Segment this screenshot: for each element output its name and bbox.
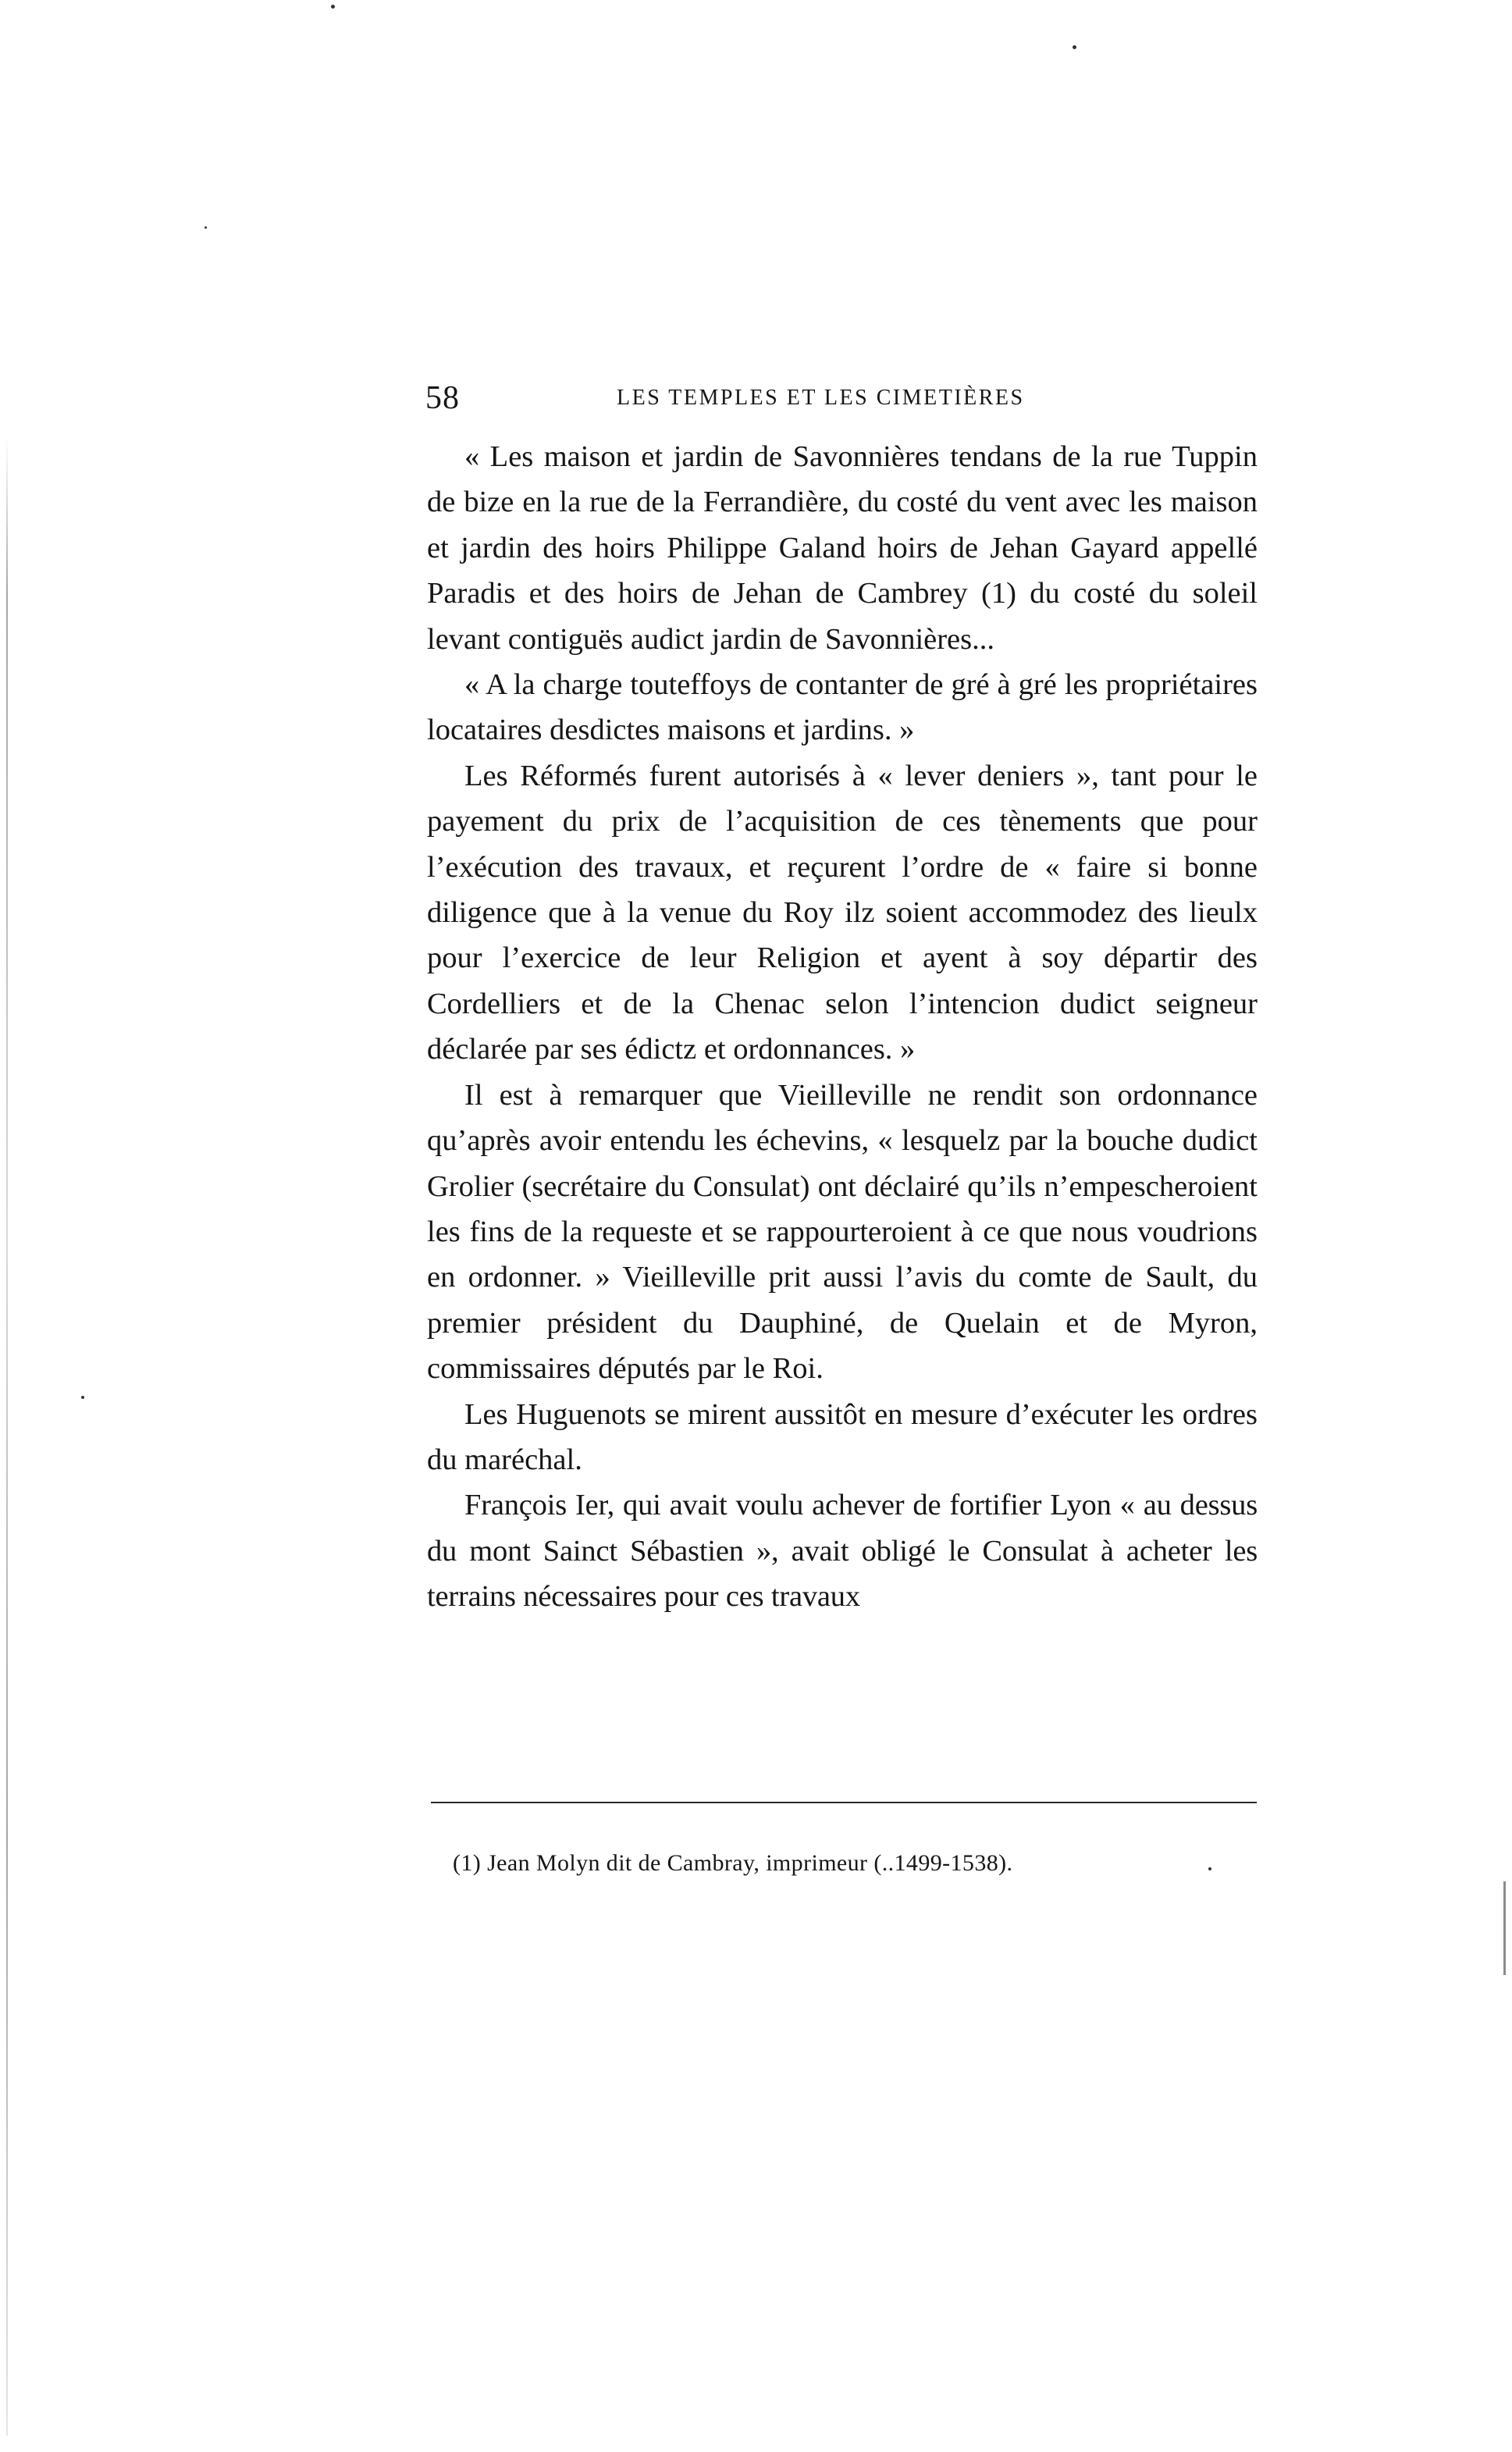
scan-speck bbox=[331, 5, 335, 9]
paragraph-francois: François Ier, qui avait voulu achever de fortifier Lyon « au dessus du mont Sainct Sébastien », avait obligé le Consulat à acheter les terrains nécessaires pour ces travaux bbox=[427, 1489, 1258, 1614]
scan-speck bbox=[205, 226, 207, 229]
paragraph-huguenots: Les Huguenots se mirent aussitôt en mesure d’exécuter les ordres du maréchal. bbox=[427, 1397, 1258, 1476]
scan-speck bbox=[81, 1396, 84, 1399]
paragraph-vieilleville: Il est à remarquer que Vieilleville ne rendit son ordonnance qu’après avoir entendu les échevins, « lesquelz par la bouche dudict Grolier (secrétaire du Consulat) ont déclairé qu’ils n’empescheroient les fins de la requeste et se rappourteroient à ce que nous voudrions en ordonner. » Vieilleville prit aussi l’avis du comte de Sault, du premier président du Dauphiné, de Quelain et de Myron, commissaires députés par le Roi. bbox=[427, 1078, 1258, 1386]
page-number: 58 bbox=[425, 380, 460, 416]
paragraph-reformes: Les Réformés furent autorisés à « lever deniers », tant pour le payement du prix de l’acquisition de ces tènements que pour l’exécution des travaux, et reçurent l’ordre de « faire si bonne diligence que à la venue du Roy ilz soient accommodez des lieulx pour l’exercice de leur Religion et ayent à soy départir des Cordelliers et de la Chenac selon l’intencion dudict seigneur déclarée par ses édictz et ordonnances. » bbox=[427, 759, 1258, 1066]
paragraph-quote-charge: « A la charge touteffoys de contanter de gré à gré les propriétaires locataires desdictes maisons et jardins. » bbox=[427, 668, 1258, 747]
scan-edge-left bbox=[6, 437, 8, 2436]
paragraph-quote-savonnieres: « Les maison et jardin de Savonnières tendans de la rue Tuppin de bize en la rue de la Ferrandière, du costé du vent avec les maison et jardin des hoirs Philippe Galand hoirs de Jehan Gayard appellé Paradis et des hoirs de Jehan de Cambrey (1) du costé du soleil levant contiguës audict jardin de Savonnières... bbox=[427, 440, 1258, 656]
running-title: LES TEMPLES ET LES CIMETIÈRES bbox=[617, 386, 1025, 410]
body-text bbox=[427, 434, 1258, 1620]
running-head bbox=[425, 375, 1261, 422]
scan-speck bbox=[1208, 1867, 1211, 1870]
scan-edge-right bbox=[1503, 1881, 1506, 1975]
footnote: (1) Jean Molyn dit de Cambray, imprimeur (..1499-1538). bbox=[453, 1850, 1013, 1876]
scan-speck bbox=[1073, 45, 1076, 49]
footnote-rule bbox=[431, 1802, 1257, 1803]
